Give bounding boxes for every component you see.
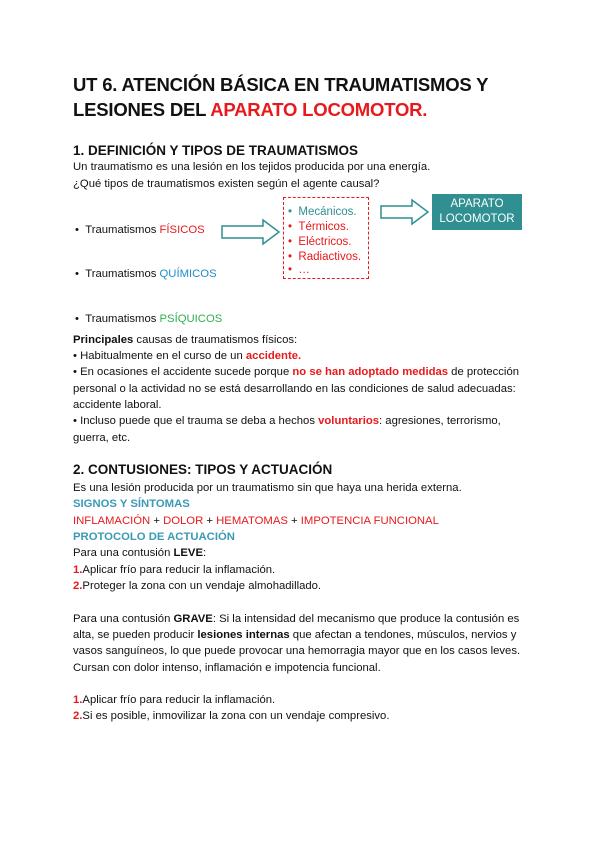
subtype-mechanical-text: Mecánicos. [298,206,357,218]
title-highlight: APARATO LOCOMOTOR. [210,99,428,120]
section2-intro: Es una lesión producida por un traumatismo sin que haya una herida externa. [73,482,462,494]
page-title-line2 [73,99,427,121]
grave-line4: Cursan con dolor intenso, inflamación e impotencia funcional. [73,662,381,674]
plus-1: + [150,515,164,527]
causes-intro [73,332,297,349]
section1-heading: 1. DEFINICIÓN Y TIPOS DE TRAUMATISMOS [73,143,359,158]
target-box-line1: APARATO [450,198,504,210]
grave-suffix: : Si la intensidad del mecanismo que produce la contusión es [212,613,520,625]
plus-2: + [203,515,217,527]
aparato-locomotor-box [432,194,522,230]
leve-step-1-num: 1. [73,564,83,576]
target-box-line2: LOCOMOTOR [439,213,515,225]
subtype-more: • … [288,264,310,276]
grave-step-2-num: 2. [73,710,83,722]
type-chemical-highlight: QUÍMICOS [159,268,217,280]
cause3-suffix: : agresiones, terrorismo, [379,415,501,427]
subtype-radioactive: • Radiactivos. [288,251,362,263]
cause-2-line2: personal o la actividad no se está desarrollando en las condiciones de salud adecuadas: [73,383,516,395]
grave-prefix: Para una contusión [73,613,174,625]
arrow-right-icon [221,218,281,246]
grave-step-1 [73,692,275,709]
grave-step-1-num: 1. [73,694,83,706]
arrow-right-icon [380,198,430,226]
grave-intro [73,611,519,628]
leve-suffix: : [203,547,207,559]
leve-intro [73,545,206,562]
sign-pain: DOLOR [163,515,204,527]
subtype-mechanical: • Mecánicos. [288,206,357,218]
cause2-prefix: • En ocasiones el accidente sucede porque [73,366,293,378]
type-physical-highlight: FÍSICOS [159,224,205,236]
subtype-electric-text: Eléctricos. [298,236,352,248]
page-title-line1: UT 6. ATENCIÓN BÁSICA EN TRAUMATISMOS Y [73,74,489,95]
type-physical: • Traumatismos FÍSICOS [75,224,205,236]
type-physical-prefix: Traumatismos [85,224,160,236]
cause-2-line3: accidente laboral. [73,399,162,411]
grave-line3: vasos sanguíneos, lo que puede provocar una hemorragia mayor que en los casos leves. [73,645,521,657]
grave-bold: GRAVE [173,613,213,625]
plus-3: + [287,515,301,527]
section1-intro2: ¿Qué tipos de traumatismos existen según el agente causal? [73,178,380,190]
subtype-radioactive-text: Radiactivos. [298,251,362,263]
grave-line2-suffix: que afectan a tendones, músculos, nervios y [289,629,517,641]
type-psychic-highlight: PSÍQUICOS [159,313,223,325]
signs-line [73,513,439,530]
subtype-more-text: … [298,264,310,276]
subtype-electric: • Eléctricos. [288,236,352,248]
title-prefix: LESIONES DEL [73,99,211,120]
grave-step-2 [73,708,389,725]
type-psychic: • Traumatismos PSÍQUICOS [75,313,223,325]
cause-3-line2: guerra, etc. [73,432,131,444]
leve-step-1-text: Aplicar frío para reducir la inflamación. [82,564,276,576]
grave-line2 [73,627,516,644]
cause2-highlight: no se han adoptado medidas [292,366,449,378]
leve-step-2 [73,578,321,595]
cause1-highlight: accidente. [245,350,302,362]
grave-line2-prefix: alta, se pueden producir [73,629,198,641]
sign-hematomas: HEMATOMAS [216,515,288,527]
protocol-heading: PROTOCOLO DE ACTUACIÓN [73,531,235,543]
causes-rest: causas de traumatismos físicos: [133,334,298,346]
leve-bold: LEVE [173,547,204,559]
subtype-thermal-text: Térmicos. [298,221,349,233]
subtype-thermal: • Térmicos. [288,221,349,233]
leve-step-1 [73,562,275,579]
type-psychic-prefix: Traumatismos [85,313,160,325]
cause1-prefix: • Habitualmente en el curso de un [73,350,246,362]
sign-inflammation: INFLAMACIÓN [73,515,151,527]
section1-intro1: Un traumatismo es una lesión en los tejidos producida por una energía. [73,161,431,173]
cause3-highlight: voluntarios [318,415,380,427]
leve-prefix: Para una contusión [73,547,174,559]
leve-step-2-text: Proteger la zona con un vendaje almohadillado. [82,580,322,592]
cause-1 [73,348,301,365]
sign-impotence: IMPOTENCIA FUNCIONAL [300,515,439,527]
section2-heading: 2. CONTUSIONES: TIPOS Y ACTUACIÓN [73,462,333,477]
causes-bold: Principales [73,334,134,346]
cause3-prefix: • Incluso puede que el trauma se deba a hechos [73,415,319,427]
cause-2 [73,364,519,381]
type-chemical-prefix: Traumatismos [85,268,160,280]
signs-heading: SIGNOS Y SÍNTOMAS [73,498,190,510]
grave-line2-bold: lesiones internas [197,629,290,641]
grave-step-2-text: Si es posible, inmovilizar la zona con un vendaje compresivo. [82,710,390,722]
type-chemical: • Traumatismos QUÍMICOS [75,268,217,280]
cause2-suffix: de protección [448,366,520,378]
grave-step-1-text: Aplicar frío para reducir la inflamación. [82,694,276,706]
physical-subtypes-box [283,197,369,279]
cause-3 [73,413,501,430]
leve-step-2-num: 2. [73,580,83,592]
